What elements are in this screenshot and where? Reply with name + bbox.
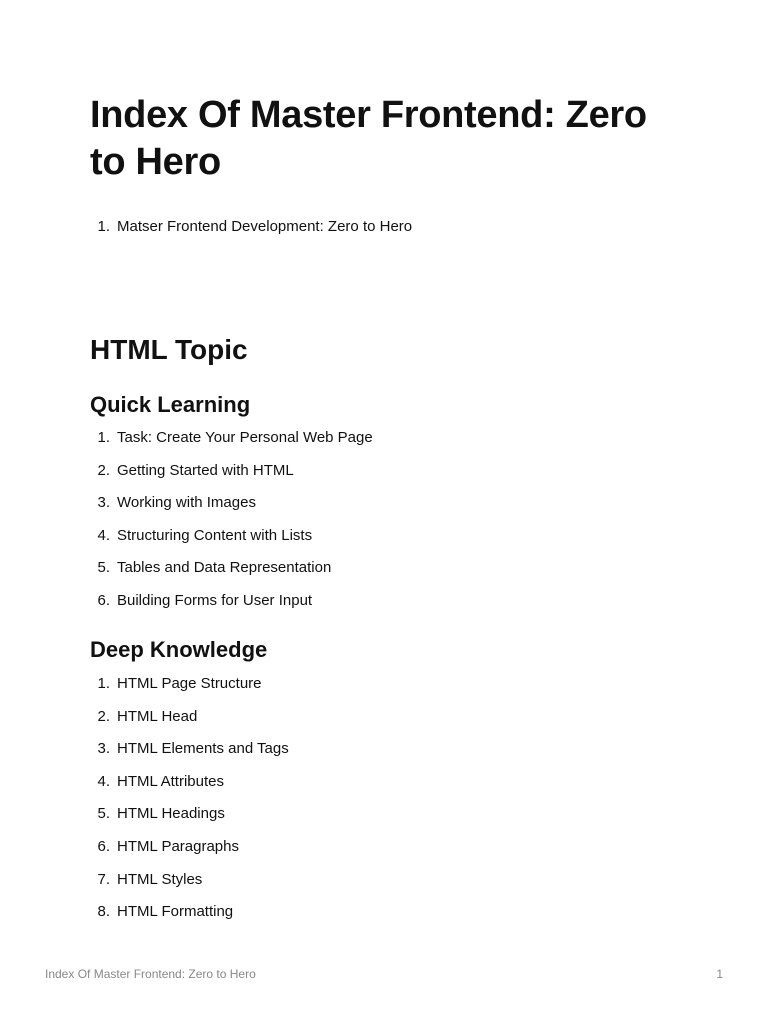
list-item-label: Tables and Data Representation — [117, 559, 332, 577]
list-item[interactable] — [90, 870, 289, 903]
page-number: 1 — [716, 967, 723, 981]
list-number: 1. — [97, 675, 110, 692]
list-item[interactable] — [90, 217, 412, 250]
list-number: 2. — [97, 461, 110, 479]
list-item-label: Getting Started with HTML — [117, 461, 294, 479]
list-number: 7. — [97, 870, 110, 888]
list-item-label: Working with Images — [117, 494, 256, 512]
list-number: 5. — [97, 805, 110, 823]
list-item[interactable] — [90, 591, 373, 624]
section-title-html-topic: HTML Topic — [90, 334, 248, 365]
list-item[interactable] — [90, 461, 373, 494]
list-item-label: HTML Styles — [117, 870, 203, 888]
list-number: 2. — [97, 707, 110, 725]
quick-learning-list — [90, 428, 373, 624]
list-item-label: Matser Frontend Development: Zero to Hero — [117, 218, 413, 235]
list-item-label: Task: Create Your Personal Web Page — [117, 429, 373, 446]
list-item-label: HTML Elements and Tags — [117, 740, 289, 758]
list-item-label: HTML Page Structure — [117, 675, 262, 692]
list-item[interactable] — [90, 772, 289, 805]
list-number: 4. — [97, 526, 110, 544]
list-item[interactable] — [90, 804, 289, 837]
list-item[interactable] — [90, 674, 289, 707]
list-item-label: HTML Attributes — [117, 772, 224, 790]
list-item[interactable] — [90, 902, 289, 935]
list-item[interactable] — [90, 526, 373, 559]
list-number: 6. — [97, 591, 110, 609]
deep-knowledge-list — [90, 674, 289, 935]
list-item[interactable] — [90, 558, 373, 591]
page-title: Index Of Master Frontend: Zero to Hero — [90, 94, 647, 183]
list-item-label: HTML Paragraphs — [117, 837, 239, 855]
list-item-label: HTML Formatting — [117, 903, 234, 921]
list-number: 8. — [97, 903, 110, 921]
list-item-label: Structuring Content with Lists — [117, 526, 313, 544]
footer-title: Index Of Master Frontend: Zero to Hero — [45, 967, 256, 981]
intro-list — [90, 217, 412, 250]
list-item-label: HTML Headings — [117, 805, 225, 823]
list-number: 1. — [97, 429, 110, 446]
list-number: 3. — [97, 494, 110, 512]
subsection-title-quick-learning: Quick Learning — [90, 392, 251, 417]
subsection-title-deep-knowledge: Deep Knowledge — [90, 637, 268, 662]
list-item[interactable] — [90, 837, 289, 870]
list-item[interactable] — [90, 493, 373, 526]
list-item-label: Building Forms for User Input — [117, 591, 313, 609]
list-item[interactable] — [90, 739, 289, 772]
list-number: 3. — [97, 740, 110, 758]
list-number: 6. — [97, 837, 110, 855]
list-number: 4. — [97, 772, 110, 790]
list-item[interactable] — [90, 707, 289, 740]
list-number: 5. — [97, 559, 110, 577]
list-number: 1. — [97, 218, 110, 235]
list-item-label: HTML Head — [117, 707, 198, 725]
list-item[interactable] — [90, 428, 373, 461]
